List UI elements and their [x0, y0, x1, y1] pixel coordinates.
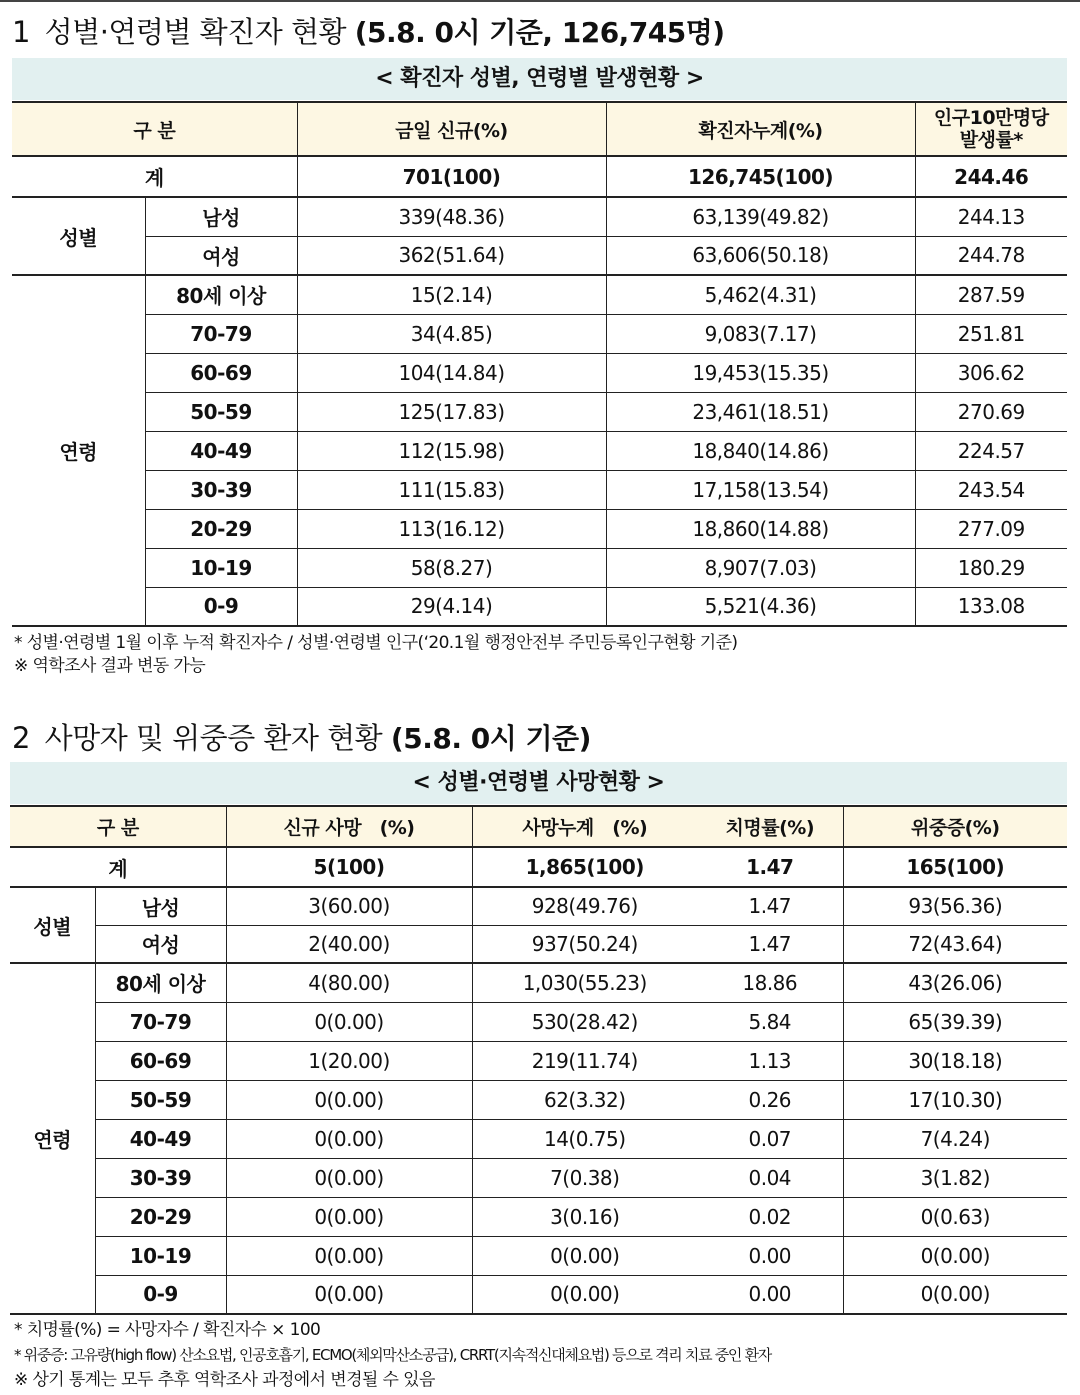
row-label: 20-29 [95, 1197, 226, 1236]
row-label: 30-39 [145, 470, 297, 509]
header-rate-line1: 인구10만명당 [933, 107, 1049, 129]
age-group-label: 연령 [10, 963, 95, 1314]
cell-new: 104(14.84) [297, 353, 606, 392]
cell-cumulative: 8,907(7.03) [606, 548, 915, 587]
cell-cumulative: 18,860(14.88) [606, 509, 915, 548]
cell-new: 2(40.00) [226, 925, 472, 963]
section1-title: 성별·연령별 확진자 현황 [44, 15, 346, 49]
gender-row [10, 925, 1067, 963]
age-row [12, 314, 1067, 353]
cell-deaths: 14(0.75) [543, 1126, 626, 1151]
header-new: 금일 신규(%) [297, 102, 606, 156]
cell-fatality: 0.02 [697, 1197, 843, 1236]
row-label: 50-59 [145, 392, 297, 431]
cell-new: 111(15.83) [297, 470, 606, 509]
age-row [12, 431, 1067, 470]
total-severe: 165(100) [906, 855, 1005, 879]
cell-cumulative: 63,139(49.82) [606, 197, 915, 236]
section1-heading [12, 10, 725, 51]
section2-number: 2 [12, 721, 30, 755]
total-cumulative: 126,745(100) [606, 156, 915, 197]
section2-table [10, 805, 1067, 1315]
cell-deaths: 3(0.16) [550, 1204, 620, 1229]
cell-deaths: 0(0.00) [550, 1243, 620, 1268]
cell-new: 0(0.00) [226, 1236, 472, 1275]
footnote: * 치명률(%) = 사망자수 / 확진자수 × 100 [14, 1320, 321, 1340]
cell-rate: 287.59 [957, 282, 1025, 307]
cell-new: 1(20.00) [226, 1041, 472, 1080]
age-row [10, 1275, 1067, 1314]
cell-new: 3(60.00) [226, 887, 472, 925]
cell-deaths: 1,030(55.23) [522, 970, 647, 995]
cell-cumulative: 18,840(14.86) [606, 431, 915, 470]
cell-new: 113(16.12) [297, 509, 606, 548]
cell-fatality: 18.86 [697, 963, 843, 1002]
total-row [12, 156, 1067, 197]
age-row [10, 963, 1067, 1002]
cell-new: 0(0.00) [226, 1275, 472, 1314]
cell-new: 15(2.14) [297, 275, 606, 314]
cell-severe: 3(1.82) [920, 1165, 990, 1190]
row-label: 60-69 [95, 1041, 226, 1080]
cell-new: 0(0.00) [226, 1158, 472, 1197]
cell-severe: 30(18.18) [908, 1048, 1003, 1073]
row-label: 10-19 [145, 548, 297, 587]
cell-severe: 0(0.00) [920, 1243, 990, 1268]
row-label: 80세 이상 [145, 275, 297, 314]
age-row [12, 353, 1067, 392]
cell-new: 125(17.83) [297, 392, 606, 431]
cell-rate: 244.78 [957, 243, 1025, 268]
cell-deaths: 7(0.38) [550, 1165, 620, 1190]
section1-table [12, 101, 1067, 627]
footnote: * 성별·연령별 1월 이후 누적 확진자수 / 성별·연령별 인구(‘20.1월 행정안전부 주민등록인구현황 기준) [14, 633, 738, 653]
cell-fatality: 0.00 [697, 1275, 843, 1314]
gender-group-label: 성별 [10, 887, 95, 963]
header-rate [915, 102, 1067, 156]
section2-notes [14, 1318, 771, 1393]
cell-fatality: 1.47 [697, 887, 843, 925]
cell-cumulative: 5,462(4.31) [606, 275, 915, 314]
cell-cumulative: 5,521(4.36) [606, 587, 915, 626]
age-row [12, 587, 1067, 626]
footnote: ※ 역학조사 결과 변동 가능 [14, 656, 206, 676]
row-label: 10-19 [95, 1236, 226, 1275]
row-label: 남성 [145, 197, 297, 236]
total-new: 701(100) [297, 156, 606, 197]
age-row [10, 1002, 1067, 1041]
age-row [10, 1158, 1067, 1197]
section1-title-paren: (5.8. 0시 기준, 126,745명) [354, 16, 725, 49]
top-rule [0, 0, 1080, 2]
cell-severe: 0(0.00) [920, 1282, 990, 1307]
cell-deaths: 937(50.24) [531, 931, 638, 956]
cell-severe: 17(10.30) [908, 1087, 1003, 1112]
age-row [10, 1119, 1067, 1158]
cell-new: 58(8.27) [297, 548, 606, 587]
row-label: 50-59 [95, 1080, 226, 1119]
total-label: 계 [12, 156, 297, 197]
age-row [10, 1236, 1067, 1275]
cell-severe: 43(26.06) [908, 970, 1003, 995]
header-rate-line2: 발생률* [959, 129, 1023, 151]
cell-cumulative: 23,461(18.51) [606, 392, 915, 431]
age-row [12, 470, 1067, 509]
cell-severe: 7(4.24) [920, 1126, 990, 1151]
cell-rate: 251.81 [957, 321, 1025, 346]
age-row [10, 1041, 1067, 1080]
header-fatality: 치명률(%) [697, 806, 843, 847]
total-new: 5(100) [226, 847, 472, 887]
cell-cumulative: 19,453(15.35) [606, 353, 915, 392]
cell-new: 34(4.85) [297, 314, 606, 353]
cell-new: 0(0.00) [226, 1119, 472, 1158]
cell-fatality: 0.00 [697, 1236, 843, 1275]
gender-row [12, 236, 1067, 275]
cell-fatality: 5.84 [697, 1002, 843, 1041]
age-group-label: 연령 [12, 275, 145, 626]
cell-deaths: 0(0.00) [550, 1282, 620, 1307]
cell-new: 0(0.00) [226, 1080, 472, 1119]
row-label: 60-69 [145, 353, 297, 392]
row-label: 여성 [95, 925, 226, 963]
cell-new: 0(0.00) [226, 1002, 472, 1041]
cell-fatality: 0.07 [697, 1119, 843, 1158]
gender-group-label: 성별 [12, 197, 145, 275]
cell-fatality: 1.13 [697, 1041, 843, 1080]
header-severe: 위중증(%) [843, 806, 1067, 847]
row-label: 70-79 [145, 314, 297, 353]
cell-rate: 306.62 [957, 360, 1025, 385]
row-label: 여성 [145, 236, 297, 275]
age-row [12, 275, 1067, 314]
row-label: 80세 이상 [95, 963, 226, 1002]
cell-severe: 72(43.64) [908, 931, 1003, 956]
section2-title-paren: (5.8. 0시 기준) [390, 722, 591, 755]
total-rate: 244.46 [954, 164, 1029, 189]
row-label: 40-49 [145, 431, 297, 470]
cell-rate: 180.29 [957, 555, 1025, 580]
table-header-row [12, 102, 1067, 156]
cell-deaths: 219(11.74) [531, 1048, 638, 1073]
cell-fatality: 1.47 [697, 925, 843, 963]
cell-new: 0(0.00) [226, 1197, 472, 1236]
cell-rate: 270.69 [957, 399, 1025, 424]
age-row [10, 1197, 1067, 1236]
header-new-deaths: 신규 사망 (%) [226, 806, 472, 847]
cell-rate: 224.57 [957, 438, 1025, 463]
footnote: * 위중증: 고유량(high flow) 산소요법, 인공호흡기, ECMO(체외막산소공급), CRRT(지속적신대체요법) 등으로 격리 치료 중인 환자 [14, 1346, 771, 1364]
section2-heading [12, 716, 591, 757]
total-label: 계 [10, 847, 226, 887]
cell-new: 339(48.36) [297, 197, 606, 236]
gender-row [10, 887, 1067, 925]
row-label: 20-29 [145, 509, 297, 548]
cell-new: 112(15.98) [297, 431, 606, 470]
table-header-row [10, 806, 1067, 847]
section1-notes [14, 632, 737, 678]
cell-deaths: 530(28.42) [531, 1009, 638, 1034]
gender-row [12, 197, 1067, 236]
header-cumulative: 확진자누계(%) [606, 102, 915, 156]
cell-rate: 133.08 [957, 594, 1025, 619]
total-row [10, 847, 1067, 887]
cell-cumulative: 9,083(7.17) [606, 314, 915, 353]
header-cumulative-deaths: 사망누계 (%) [472, 806, 697, 847]
header-category: 구 분 [10, 806, 226, 847]
cell-severe: 93(56.36) [908, 894, 1003, 919]
cell-rate: 243.54 [957, 477, 1025, 502]
age-row [12, 392, 1067, 431]
cell-cumulative: 17,158(13.54) [606, 470, 915, 509]
total-fatality: 1.47 [697, 847, 843, 887]
cell-deaths: 62(3.32) [543, 1087, 626, 1112]
cell-new: 29(4.14) [297, 587, 606, 626]
cell-severe: 65(39.39) [908, 1009, 1003, 1034]
cell-fatality: 0.04 [697, 1158, 843, 1197]
row-label: 0-9 [95, 1275, 226, 1314]
row-label: 30-39 [95, 1158, 226, 1197]
footnote: ※ 상기 통계는 모두 추후 역학조사 과정에서 변경될 수 있음 [14, 1370, 435, 1390]
cell-deaths: 928(49.76) [531, 894, 638, 919]
header-category: 구 분 [12, 102, 297, 156]
cell-rate: 277.09 [957, 516, 1025, 541]
cell-new: 362(51.64) [297, 236, 606, 275]
age-row [12, 509, 1067, 548]
section2-caption: < 성별·연령별 사망현황 > [10, 762, 1067, 804]
section1-number: 1 [12, 15, 30, 49]
age-row [10, 1080, 1067, 1119]
cell-cumulative: 63,606(50.18) [606, 236, 915, 275]
age-row [12, 548, 1067, 587]
row-label: 70-79 [95, 1002, 226, 1041]
section1-caption: < 확진자 성별, 연령별 발생현황 > [12, 58, 1067, 100]
cell-new: 4(80.00) [226, 963, 472, 1002]
cell-severe: 0(0.63) [920, 1204, 990, 1229]
row-label: 남성 [95, 887, 226, 925]
total-deaths: 1,865(100) [525, 855, 644, 879]
cell-fatality: 0.26 [697, 1080, 843, 1119]
row-label: 0-9 [145, 587, 297, 626]
row-label: 40-49 [95, 1119, 226, 1158]
cell-rate: 244.13 [957, 204, 1025, 229]
section2-title: 사망자 및 위중증 환자 현황 [44, 721, 383, 755]
